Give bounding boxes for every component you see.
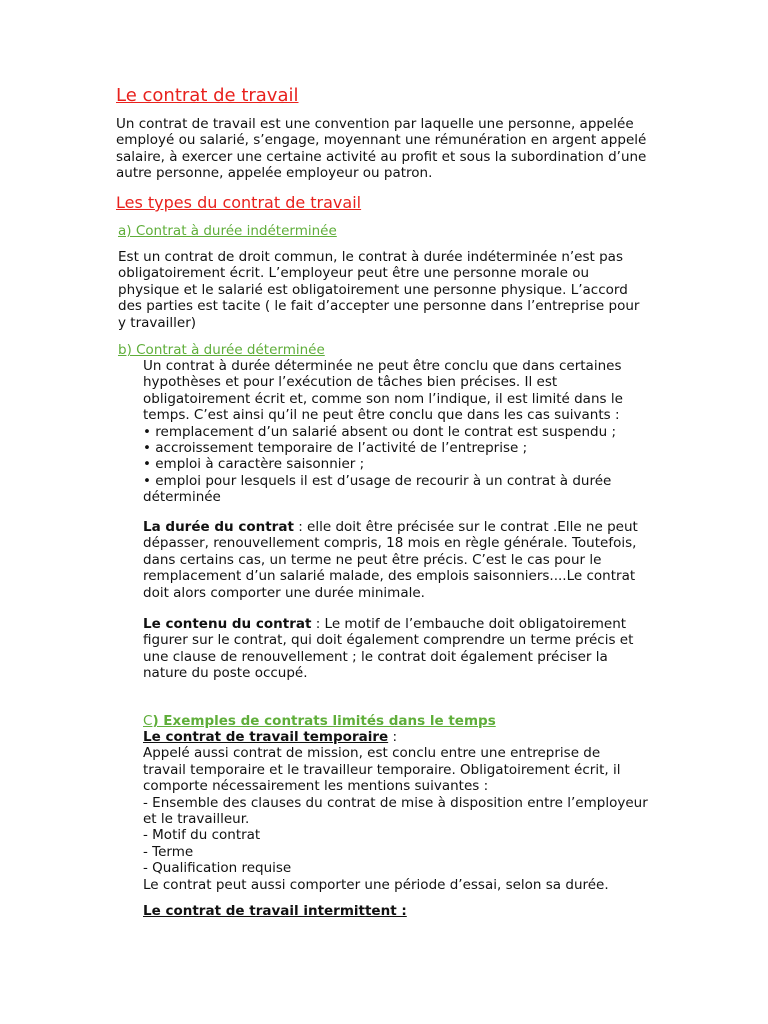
temp-suffix: : xyxy=(388,729,397,745)
duree-line: dépasser, renouvellement compris, 18 mois en règle générale. Toutefois, xyxy=(143,535,637,552)
intro-line: employé ou salarié, s’engage, moyennant une rémunération en argent appelé xyxy=(116,132,647,149)
temp-line: et le travailleur. xyxy=(143,811,250,828)
temp-line: - Ensemble des clauses du contrat de mise à disposition entre l’employeur xyxy=(143,794,648,811)
duree-line: doit alors comporter une durée minimale. xyxy=(143,584,425,601)
cdi-line: Est un contrat de droit commun, le contrat à durée indéterminée n’est pas xyxy=(118,249,623,265)
intro-line: salaire, à exercer une certaine activité au profit et sous la subordination d’une xyxy=(116,148,647,165)
cdd-heading: b) Contrat à durée déterminée xyxy=(118,342,325,358)
examples-prefix: C xyxy=(143,713,153,729)
contenu-line-first xyxy=(143,616,633,632)
cdd-bullet: • remplacement d’un salarié absent ou dont le contrat est suspendu ; xyxy=(143,423,617,440)
duree-line-first xyxy=(143,519,638,535)
examples-heading-line xyxy=(143,713,496,729)
intermittent-label: Le contrat de travail intermittent : xyxy=(143,903,407,919)
cdi-line: des parties est tacite ( le fait d’accepter une personne dans l’entreprise pour xyxy=(118,298,640,315)
cdd-line: déterminée xyxy=(143,489,221,506)
cdi-line: physique et le salarié est obligatoirement une personne physique. L’accord xyxy=(118,281,628,298)
cdd-bullet: • emploi pour lesquels il est d’usage de recourir à un contrat à durée xyxy=(143,472,612,489)
cdi-paragraph xyxy=(118,249,639,331)
intro-paragraph xyxy=(116,116,646,182)
temp-line: Le contrat peut aussi comporter une période d’essai, selon sa durée. xyxy=(143,876,609,893)
temp-list-item: - Motif du contrat xyxy=(143,827,261,844)
temp-list-item: - Terme xyxy=(143,843,194,860)
intermittent-heading xyxy=(143,903,407,919)
examples-heading xyxy=(143,713,496,729)
temp-line: comporte nécessairement les mentions suivantes : xyxy=(143,778,489,795)
duree-line: remplacement d’un salarié malade, des emplois saisonniers....Le contrat xyxy=(143,568,636,585)
contenu-label: Le contenu du contrat xyxy=(143,616,312,632)
duree-text: : elle doit être précisée sur le contrat .Elle ne peut xyxy=(293,519,638,535)
types-heading: Les types du contrat de travail xyxy=(116,193,362,212)
duree-line: dans certains cas, un terme ne peut être précis. C’est le cas pour le xyxy=(143,551,602,568)
contenu-text: : Le motif de l’embauche doit obligatoirement xyxy=(311,616,627,632)
cdi-line: obligatoirement écrit. L’employeur peut être une personne morale ou xyxy=(118,265,590,282)
cdd-line: hypothèses et pour l’exécution de tâches bien précises. Il est xyxy=(143,374,558,391)
contenu-line: nature du poste occupé. xyxy=(143,665,308,682)
temp-list-item: - Qualification requise xyxy=(143,860,292,877)
contenu-line: une clause de renouvellement ; le contrat doit également préciser la xyxy=(143,648,608,665)
cdd-line: Un contrat à durée déterminée ne peut être conclu que dans certaines xyxy=(143,358,622,374)
intro-line: Un contrat de travail est une convention par laquelle une personne, appelée xyxy=(116,116,634,132)
temp-line: Appelé aussi contrat de mission, est conclu entre une entreprise de xyxy=(143,745,601,762)
cdd-line: obligatoirement écrit et, comme son nom l’indique, il est limité dans le xyxy=(143,390,623,407)
cdd-paragraph xyxy=(143,358,623,506)
cdd-bullet: • emploi à caractère saisonnier ; xyxy=(143,456,365,473)
cdi-heading: a) Contrat à durée indéterminée xyxy=(118,223,337,239)
examples-heading-text: ) Exemples de contrats limités dans le temps xyxy=(152,713,496,729)
document-title: Le contrat de travail xyxy=(116,85,299,106)
duree-label: La durée du contrat xyxy=(143,519,294,535)
temp-line: travail temporaire et le travailleur temporaire. Obligatoirement écrit, il xyxy=(143,761,621,778)
cdd-bullet: • accroissement temporaire de l’activité de l’entreprise ; xyxy=(143,440,528,457)
temp-heading-line xyxy=(143,729,648,745)
temp-label: Le contrat de travail temporaire xyxy=(143,729,389,745)
temp-paragraph xyxy=(143,729,648,893)
cdd-line: temps. C’est ainsi qu’il ne peut être conclu que dans les cas suivants : xyxy=(143,407,620,424)
intro-line: autre personne, appelée employeur ou patron. xyxy=(116,165,433,182)
contenu-paragraph xyxy=(143,616,633,682)
contenu-line: figurer sur le contrat, qui doit également comprendre un terme précis et xyxy=(143,632,634,649)
cdi-line: y travailler) xyxy=(118,314,197,331)
duree-paragraph xyxy=(143,519,638,601)
